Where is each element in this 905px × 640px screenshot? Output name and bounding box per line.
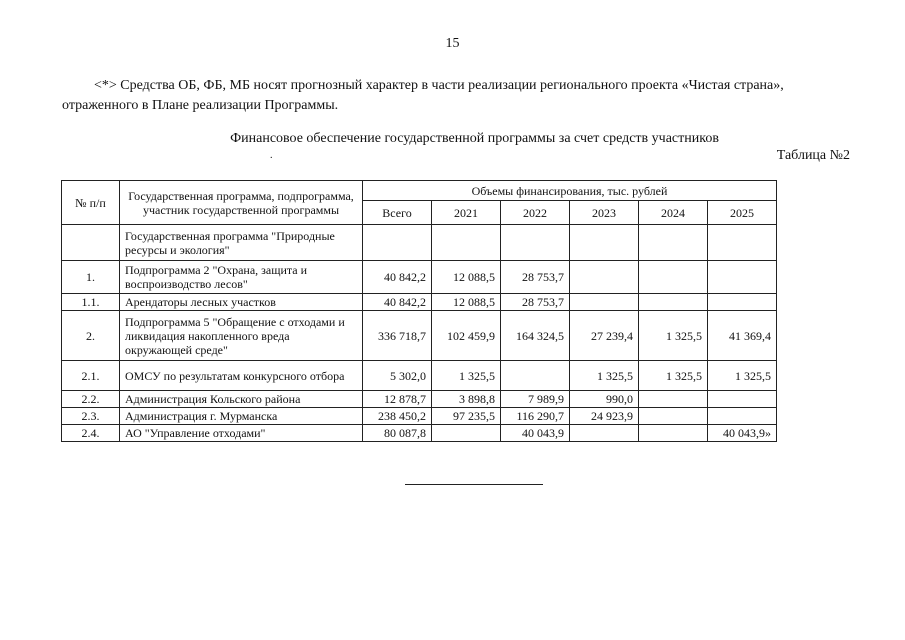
table-row [62, 311, 777, 361]
row-value [570, 225, 639, 261]
row-value [570, 294, 639, 311]
table-body [62, 225, 777, 442]
row-value: 40 043,9 [501, 425, 570, 442]
row-value [501, 361, 570, 391]
row-name: Государственная программа "Природные ресурсы и экология" [120, 225, 363, 261]
row-value [501, 225, 570, 261]
row-value [708, 391, 777, 408]
row-value [639, 391, 708, 408]
row-value [639, 408, 708, 425]
row-value [432, 425, 501, 442]
row-number: 2. [62, 311, 120, 361]
table-row [62, 425, 777, 442]
header-number: № п/п [62, 181, 120, 225]
row-value [570, 261, 639, 294]
row-value: 5 302,0 [363, 361, 432, 391]
row-number [62, 225, 120, 261]
row-name: Подпрограмма 2 "Охрана, защита и воспроизводство лесов" [120, 261, 363, 294]
row-value: 40 842,2 [363, 261, 432, 294]
row-value: 1 325,5 [432, 361, 501, 391]
header-year-2021: 2021 [432, 201, 501, 225]
header-financing-group: Объемы финансирования, тыс. рублей [363, 181, 777, 201]
row-number: 1. [62, 261, 120, 294]
row-value: 12 088,5 [432, 261, 501, 294]
row-value: 40 842,2 [363, 294, 432, 311]
row-value [708, 225, 777, 261]
footnote-text: <*> Средства ОБ, ФБ, МБ носят прогнозный характер в части реализации регионального проекта «Чистая страна», отраженного в Плане реализации Программы. [62, 78, 784, 113]
row-value [708, 294, 777, 311]
end-rule [405, 484, 543, 485]
row-value: 12 878,7 [363, 391, 432, 408]
row-value [639, 425, 708, 442]
header-year-2024: 2024 [639, 201, 708, 225]
row-value: 41 369,4 [708, 311, 777, 361]
row-value: 116 290,7 [501, 408, 570, 425]
row-value [639, 261, 708, 294]
row-value: 990,0 [570, 391, 639, 408]
row-value: 1 325,5 [639, 311, 708, 361]
row-value: 102 459,9 [432, 311, 501, 361]
header-year-2022: 2022 [501, 201, 570, 225]
row-value: 28 753,7 [501, 294, 570, 311]
table-label: Таблица №2 [776, 148, 850, 163]
row-name: Администрация Кольского района [120, 391, 363, 408]
row-value [639, 294, 708, 311]
header-year-2025: 2025 [708, 201, 777, 225]
table-row [62, 294, 777, 311]
header-year-2023: 2023 [570, 201, 639, 225]
table-row [62, 261, 777, 294]
row-value [708, 408, 777, 425]
row-value: 7 989,9 [501, 391, 570, 408]
row-value: 24 923,9 [570, 408, 639, 425]
row-value: 1 325,5 [639, 361, 708, 391]
row-value: 164 324,5 [501, 311, 570, 361]
row-name: ОМСУ по результатам конкурсного отбора [120, 361, 363, 391]
row-value: 238 450,2 [363, 408, 432, 425]
financing-table [61, 180, 777, 442]
row-value [432, 225, 501, 261]
row-value [363, 225, 432, 261]
footnote-paragraph [62, 76, 862, 116]
row-value: 27 239,4 [570, 311, 639, 361]
row-value: 28 753,7 [501, 261, 570, 294]
page-number: 15 [445, 36, 460, 51]
row-value: 3 898,8 [432, 391, 501, 408]
row-name: Арендаторы лесных участков [120, 294, 363, 311]
row-value: 97 235,5 [432, 408, 501, 425]
row-name: Администрация г. Мурманска [120, 408, 363, 425]
table-row [62, 361, 777, 391]
row-value: 12 088,5 [432, 294, 501, 311]
row-number: 2.4. [62, 425, 120, 442]
row-value: 40 043,9» [708, 425, 777, 442]
table-row [62, 391, 777, 408]
table-row [62, 408, 777, 425]
section-heading: Финансовое обеспечение государственной программы за счет средств участников [230, 131, 719, 146]
table-row [62, 225, 777, 261]
row-number: 2.1. [62, 361, 120, 391]
header-program: Государственная программа, подпрограмма, участник государственной программы [120, 181, 363, 225]
header-total: Всего [363, 201, 432, 225]
row-name: АО "Управление отходами" [120, 425, 363, 442]
row-value: 336 718,7 [363, 311, 432, 361]
row-name: Подпрограмма 5 "Обращение с отходами и ликвидация накопленного вреда окружающей среде" [120, 311, 363, 361]
row-value: 1 325,5 [708, 361, 777, 391]
row-number: 2.3. [62, 408, 120, 425]
row-value [708, 261, 777, 294]
row-number: 2.2. [62, 391, 120, 408]
row-number: 1.1. [62, 294, 120, 311]
row-value [639, 225, 708, 261]
row-value: 1 325,5 [570, 361, 639, 391]
stray-dot: . [270, 150, 273, 161]
row-value [570, 425, 639, 442]
row-value: 80 087,8 [363, 425, 432, 442]
